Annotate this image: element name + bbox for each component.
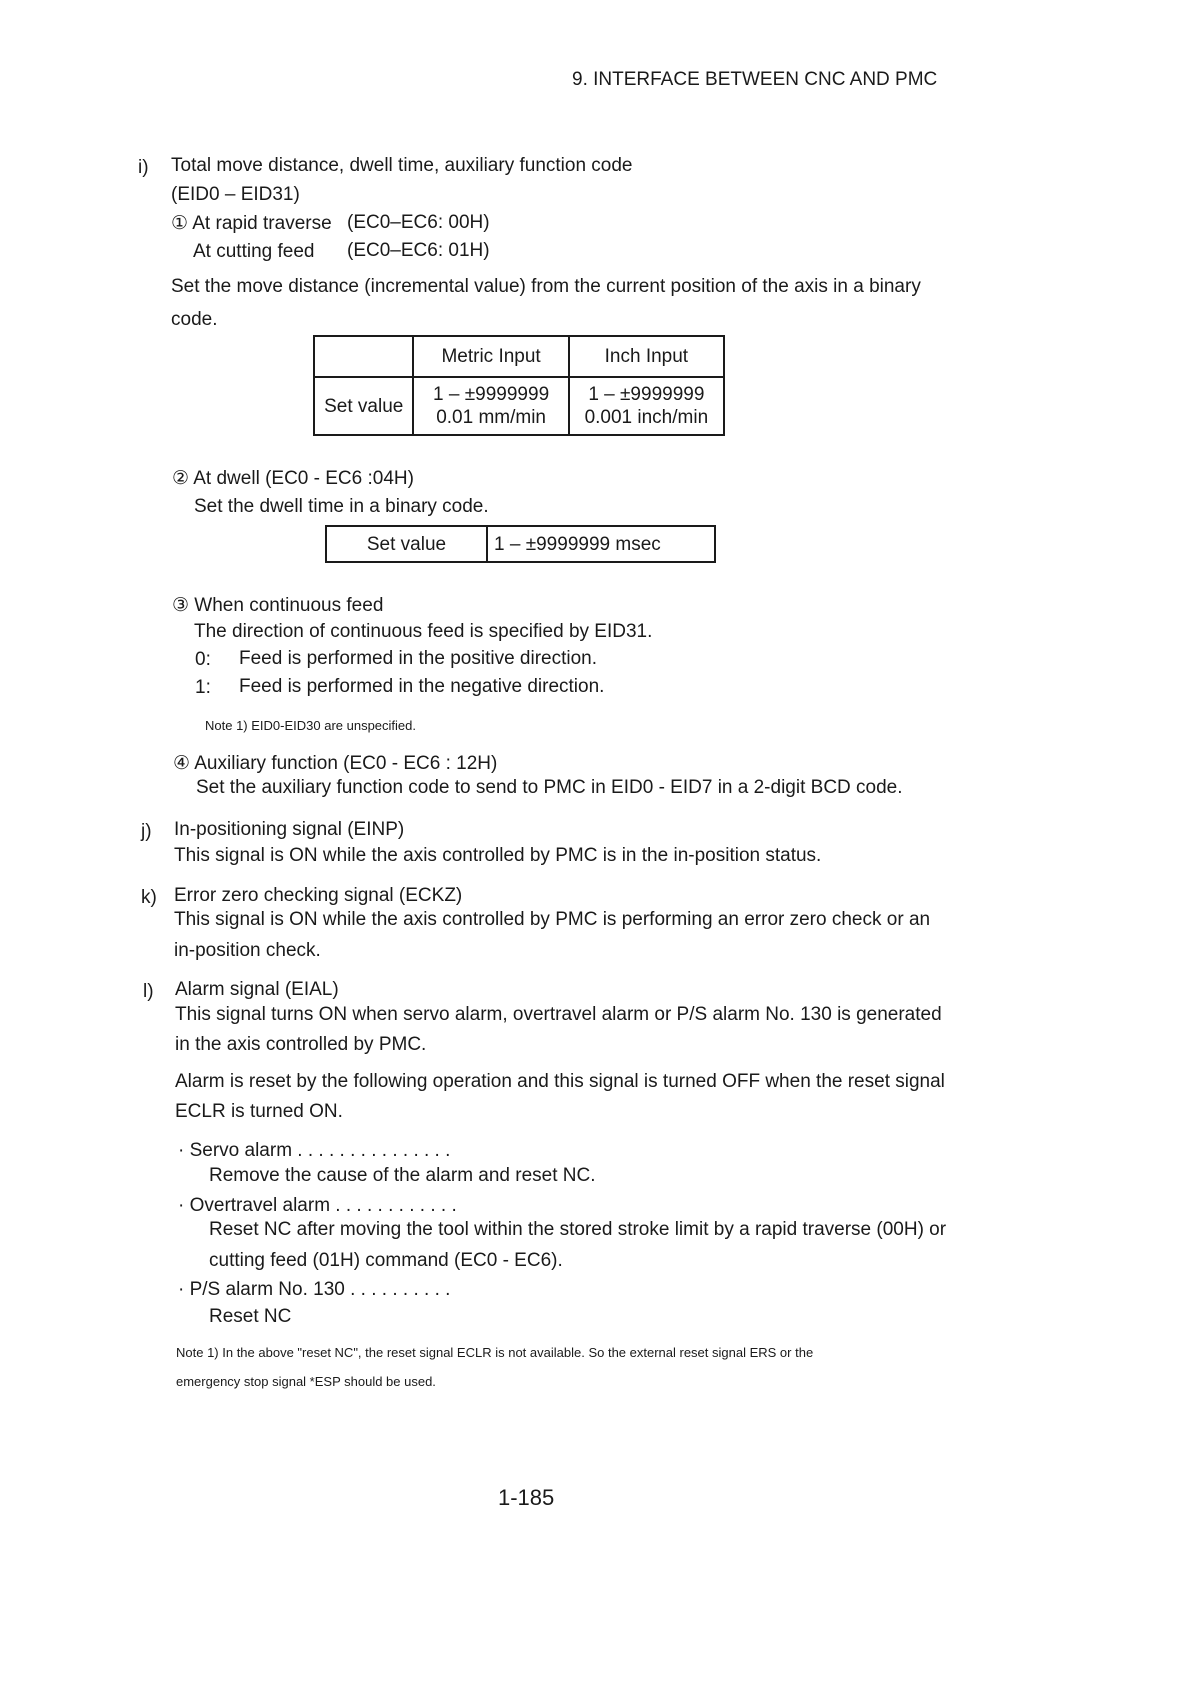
overtravel-alarm-action-1: Reset NC after moving the tool within the stored stroke limit by a rapid traverse (00H) or — [209, 1219, 947, 1240]
feed-option-1-key: 1: — [195, 677, 211, 698]
dwell-table-value: 1 – ±9999999 msec — [487, 526, 715, 562]
dwell-desc: Set the dwell time in a binary code. — [194, 496, 489, 517]
section-header: 9. INTERFACE BETWEEN CNC AND PMC — [572, 69, 938, 90]
feed-option-1-text: Feed is performed in the negative direction. — [239, 676, 605, 697]
feed-option-0-key: 0: — [195, 649, 211, 670]
move-distance-desc-2: code. — [171, 309, 218, 330]
item-i-signals: (EID0 – EID31) — [171, 184, 300, 205]
table-cell-inch — [569, 377, 724, 435]
ps-alarm-action: Reset NC — [209, 1306, 292, 1327]
table-header-empty — [314, 336, 413, 377]
move-distance-desc-1: Set the move distance (incremental value) from the current position of the axis in a binary — [171, 276, 921, 297]
feed-option-0-text: Feed is performed in the positive direction. — [239, 648, 598, 669]
dwell-title: ② At dwell (EC0 - EC6 :04H) — [172, 468, 414, 489]
auxiliary-function-desc: Set the auxiliary function code to send to PMC in EID0 - EID7 in a 2-digit BCD code. — [196, 777, 903, 798]
continuous-feed-title: ③ When continuous feed — [172, 595, 384, 616]
continuous-feed-desc: The direction of continuous feed is specified by EID31. — [194, 621, 653, 642]
overtravel-alarm-action-2: cutting feed (01H) command (EC0 - EC6). — [209, 1250, 563, 1271]
reset-note-2: emergency stop signal *ESP should be used. — [176, 1374, 436, 1389]
item-k-desc-1: This signal is ON while the axis controlled by PMC is performing an error zero check or an — [174, 909, 931, 930]
servo-alarm-action: Remove the cause of the alarm and reset NC. — [209, 1165, 596, 1186]
cutting-feed-code: (EC0–EC6: 01H) — [347, 240, 490, 261]
table-header-inch: Inch Input — [569, 336, 724, 377]
table-row-label: Set value — [314, 377, 413, 435]
item-l-label: l) — [143, 981, 154, 1002]
ps-alarm-title: · P/S alarm No. 130 . . . . . . . . . . — [178, 1279, 451, 1300]
overtravel-alarm-title: · Overtravel alarm . . . . . . . . . . . . — [178, 1195, 457, 1216]
rapid-traverse-label: ① At rapid traverse — [171, 213, 332, 234]
metric-unit: 0.01 mm/min — [436, 407, 546, 428]
item-j-desc: This signal is ON while the axis controlled by PMC is in the in-position status. — [174, 845, 822, 866]
item-j-title: In-positioning signal (EINP) — [174, 819, 405, 840]
table-cell-metric — [413, 377, 568, 435]
servo-alarm-title: · Servo alarm . . . . . . . . . . . . . . . — [178, 1140, 451, 1161]
item-l-desc-3: Alarm is reset by the following operation and this signal is turned OFF when the reset signal — [175, 1071, 945, 1092]
item-l-title: Alarm signal (EIAL) — [175, 979, 339, 1000]
item-i-label: i) — [138, 157, 149, 178]
item-k-desc-2: in-position check. — [174, 940, 321, 961]
dwell-table-label: Set value — [326, 526, 487, 562]
inch-range: 1 – ±9999999 — [588, 384, 705, 405]
item-l-desc-4: ECLR is turned ON. — [175, 1101, 343, 1122]
reset-note-1: Note 1) In the above "reset NC", the reset signal ECLR is not available. So the external reset signal ERS or the — [176, 1345, 814, 1360]
dwell-table — [325, 525, 716, 563]
cutting-feed-label: At cutting feed — [193, 241, 315, 262]
item-k-title: Error zero checking signal (ECKZ) — [174, 885, 463, 906]
item-j-label: j) — [141, 821, 152, 842]
table-header-metric: Metric Input — [413, 336, 568, 377]
inch-unit: 0.001 inch/min — [584, 407, 709, 428]
continuous-feed-note: Note 1) EID0-EID30 are unspecified. — [205, 718, 416, 733]
metric-range: 1 – ±9999999 — [433, 384, 550, 405]
rapid-traverse-code: (EC0–EC6: 00H) — [347, 212, 490, 233]
item-i-title: Total move distance, dwell time, auxiliary function code — [171, 155, 633, 176]
item-k-label: k) — [141, 887, 157, 908]
item-l-desc-1: This signal turns ON when servo alarm, overtravel alarm or P/S alarm No. 130 is generated — [175, 1004, 942, 1025]
set-value-table — [313, 335, 725, 436]
auxiliary-function-title: ④ Auxiliary function (EC0 - EC6 : 12H) — [173, 753, 498, 774]
item-l-desc-2: in the axis controlled by PMC. — [175, 1034, 427, 1055]
page-number: 1-185 — [498, 1485, 555, 1510]
